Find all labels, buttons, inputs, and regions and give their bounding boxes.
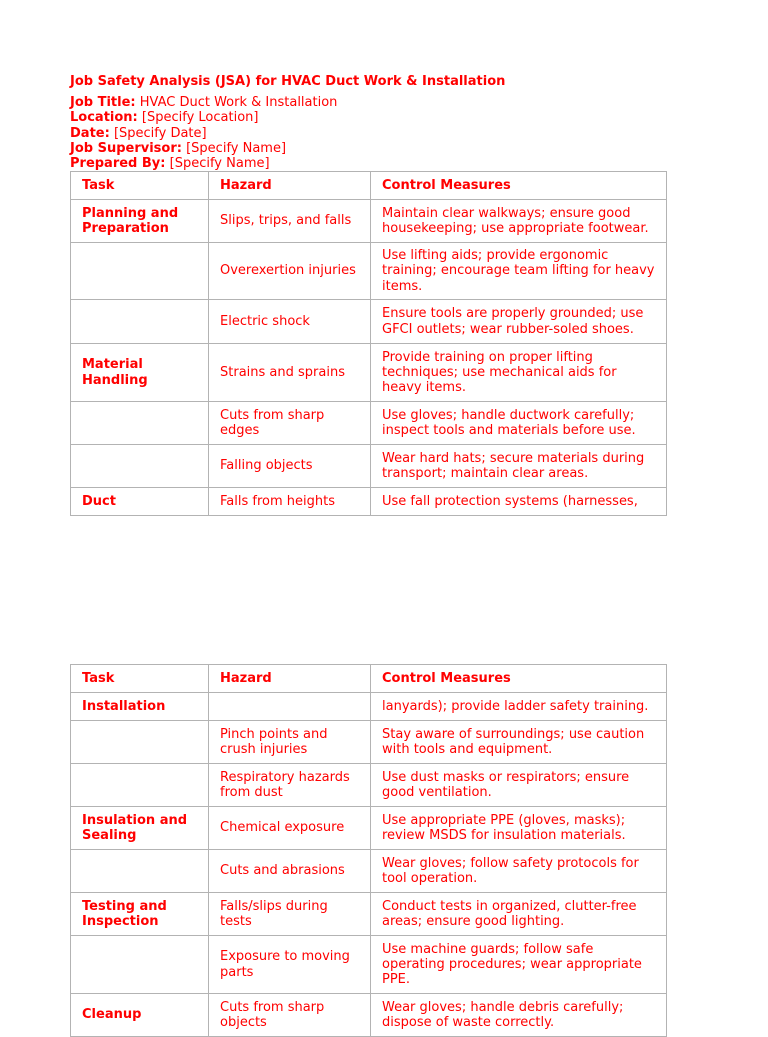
task-cell [71,300,209,344]
table-row [71,693,667,721]
header-hazard: Hazard [209,665,371,693]
task-cell [71,850,209,893]
task-cell: Duct [71,488,209,516]
control-cell: Maintain clear walkways; ensure good housekeeping; use appropriate footwear. [371,200,667,243]
hazard-cell: Cuts from sharp objects [209,994,371,1037]
location-row [70,110,337,125]
control-cell: Provide training on proper lifting techniques; use mechanical aids for heavy items. [371,344,667,402]
control-cell: Use machine guards; follow safe operating procedures; wear appropriate PPE. [371,936,667,994]
control-cell: lanyards); provide ladder safety training. [371,693,667,721]
control-cell: Use appropriate PPE (gloves, masks); review MSDS for insulation materials. [371,807,667,850]
field-label: Job Supervisor: [70,140,182,156]
hazard-cell: Falls/slips during tests [209,893,371,936]
control-cell: Conduct tests in organized, clutter-free areas; ensure good lighting. [371,893,667,936]
field-label: Date: [70,125,110,141]
header-control-measures: Control Measures [371,172,667,200]
table-row [71,488,667,516]
task-cell [71,402,209,445]
field-label: Job Title: [70,95,136,110]
document-title: Job Safety Analysis (JSA) for HVAC Duct Work & Installation [70,74,506,89]
header-hazard: Hazard [209,172,371,200]
hazard-cell: Pinch points and crush injuries [209,721,371,764]
header-task: Task [71,665,209,693]
task-cell [71,445,209,488]
table-row [71,721,667,764]
hazard-cell: Slips, trips, and falls [209,200,371,243]
table-row [71,402,667,445]
field-value: [Specify Name] [169,156,270,172]
table-row [71,893,667,936]
control-cell: Wear hard hats; secure materials during transport; maintain clear areas. [371,445,667,488]
task-cell [71,721,209,764]
task-cell: Cleanup [71,994,209,1037]
field-value: [Specify Name] [186,140,287,156]
table-row [71,200,667,243]
control-cell: Wear gloves; follow safety protocols for tool operation. [371,850,667,893]
table-header-row [71,665,667,693]
control-cell: Ensure tools are properly grounded; use GFCI outlets; wear rubber-soled shoes. [371,300,667,344]
header-task: Task [71,172,209,200]
table-row [71,850,667,893]
table-header-row [71,172,667,200]
hazard-cell [209,693,371,721]
control-cell: Stay aware of surroundings; use caution with tools and equipment. [371,721,667,764]
table-row [71,243,667,300]
prepared-by-row [70,156,337,171]
hazard-cell: Overexertion injuries [209,243,371,300]
hazard-cell: Falls from heights [209,488,371,516]
job-info [70,95,337,171]
task-cell: Testing and Inspection [71,893,209,936]
task-cell: Installation [71,693,209,721]
task-cell [71,764,209,807]
task-cell [71,936,209,994]
jsa-table-page-2 [70,664,667,1037]
table-row [71,994,667,1037]
supervisor-row [70,141,337,156]
field-value: [Specify Date] [113,125,207,141]
job-title-row [70,95,337,110]
table-row [71,300,667,344]
hazard-cell: Chemical exposure [209,807,371,850]
hazard-cell: Exposure to moving parts [209,936,371,994]
hazard-cell: Cuts from sharp edges [209,402,371,445]
task-cell: Material Handling [71,344,209,402]
control-cell: Use dust masks or respirators; ensure good ventilation. [371,764,667,807]
field-label: Location: [70,110,138,126]
task-cell: Planning and Preparation [71,200,209,243]
hazard-cell: Falling objects [209,445,371,488]
table-row [71,936,667,994]
control-cell: Use gloves; handle ductwork carefully; inspect tools and materials before use. [371,402,667,445]
hazard-cell: Electric shock [209,300,371,344]
field-label: Prepared By: [70,156,166,172]
field-value: [Specify Location] [141,110,259,126]
field-value: HVAC Duct Work & Installation [139,95,338,110]
control-cell: Use lifting aids; provide ergonomic training; encourage team lifting for heavy items. [371,243,667,300]
hazard-cell: Cuts and abrasions [209,850,371,893]
task-cell [71,243,209,300]
header-control-measures: Control Measures [371,665,667,693]
table-row [71,445,667,488]
hazard-cell: Respiratory hazards from dust [209,764,371,807]
task-cell: Insulation and Sealing [71,807,209,850]
date-row [70,126,337,141]
table-row [71,807,667,850]
control-cell: Use fall protection systems (harnesses, [371,488,667,516]
control-cell: Wear gloves; handle debris carefully; dispose of waste correctly. [371,994,667,1037]
hazard-cell: Strains and sprains [209,344,371,402]
table-row [71,344,667,402]
table-row [71,764,667,807]
jsa-table-page-1 [70,171,667,516]
